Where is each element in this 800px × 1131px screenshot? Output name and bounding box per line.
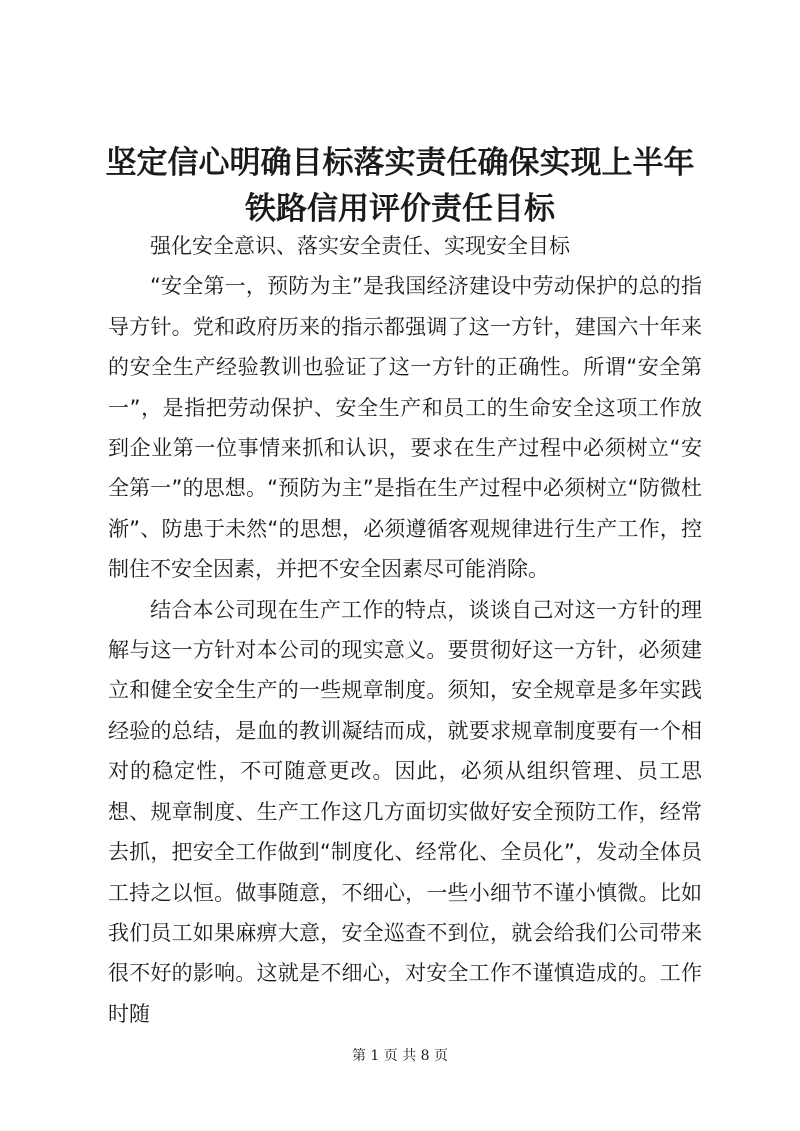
section-subheading: 强化安全意识、落实安全责任、实现安全目标 xyxy=(150,234,570,258)
body-paragraph-1: “安全第一，预防为主”是我国经济建设中劳动保护的总的指导方针。党和政府历来的指示都强调了这一方针，建国六十年来的安全生产经验教训也验证了这一方针的正确性。所谓“安全第一”，是指把劳动保护、安全生产和员工的生命安全这项工作放到企业第一位事情来抓和认识，要求在生产过程中必须树立“安全第一”的思想。“预防为主”是指在生产过程中必须树立“防微杜渐”、防患于未然“的思想，必须遵循客观规律进行生产工作，控制住不安全因素，并把不安全因素尽可能消除。 xyxy=(108,274,702,582)
document-title: 坚定信心明确目标落实责任确保实现上半年铁路信用评价责任目标 xyxy=(105,145,695,227)
page-footer: 第 1 页 共 8 页 xyxy=(351,1048,449,1064)
body-paragraph-2: 结合本公司现在生产工作的特点，谈谈自己对这一方针的理解与这一方针对本公司的现实意义。要贯彻好这一方针，必须建立和健全安全生产的一些规章制度。须知，安全规章是多年实践经验的总结，是血的教训凝结而成，就要求规章制度要有一个相对的稳定性，不可随意更改。因此，必须从组织管理、员工思想、规章制度、生产工作这几方面切实做好安全预防工作，经常去抓，把安全工作做到“制度化、经常化、全员化”，发动全体员工持之以恒。做事随意，不细心，一些小细节不谨小慎微。比如我们员工如果麻痹大意，安全巡查不到位，就会给我们公司带来很不好的影响。这就是不细心，对安全工作不谨慎造成的。工作时随 xyxy=(108,597,702,1026)
document-body xyxy=(108,226,702,1034)
